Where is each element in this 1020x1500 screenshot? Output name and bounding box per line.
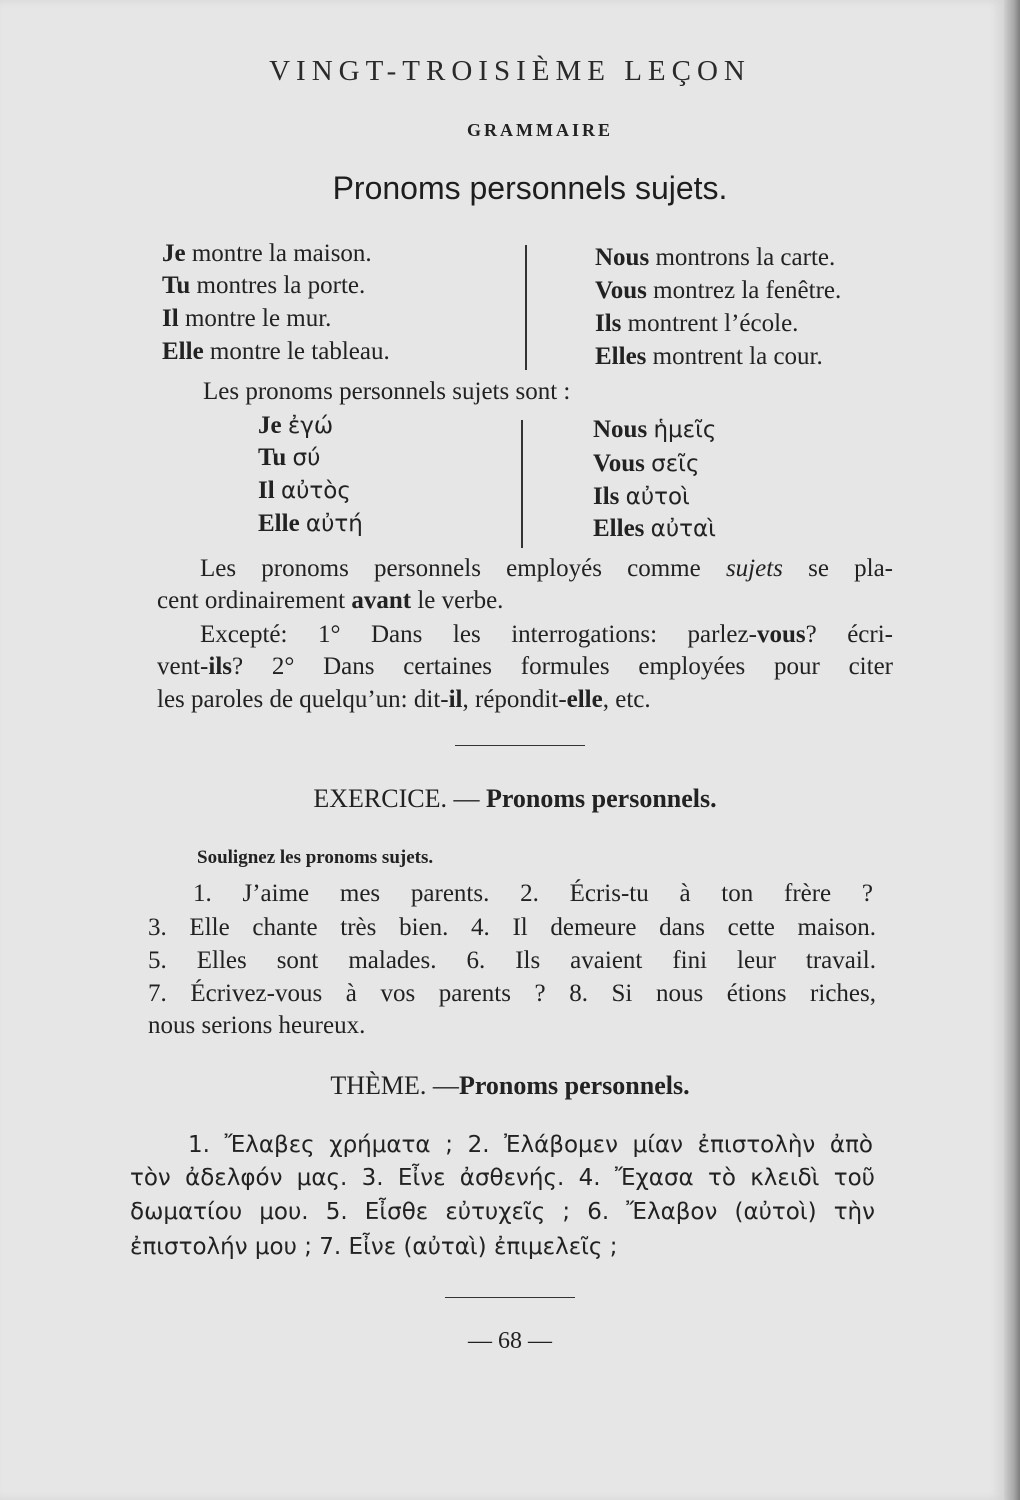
theme-line: δωματίου μου. 5. Εἶσθε εὐτυχεῖς ; 6. Ἔλαβον (αὐτοὶ) τὴν: [130, 1199, 875, 1225]
theme-line: 1. Ἔλαβες χρήματα ; 2. Ἐλάβομεν μίαν ἐπιστολὴν ἀπὸ: [188, 1132, 873, 1158]
theme-title: THÈME. —Pronoms personnels.: [330, 1071, 690, 1100]
pronoun-left: Elle αὐτή: [258, 510, 363, 537]
page-edge: [1004, 0, 1020, 1500]
example-right: Nous montrons la carte.: [595, 244, 836, 271]
example-left: Il montre le mur.: [162, 305, 332, 332]
pronouns-intro: Les pronoms personnels sujets sont :: [203, 378, 571, 405]
exercise-instruction: Soulignez les pronoms sujets.: [197, 847, 434, 868]
section-heading: Pronoms personnels sujets.: [332, 170, 728, 206]
pronoun-left: Je ἐγώ: [258, 412, 334, 439]
example-right: Elles montrent la cour.: [595, 343, 823, 370]
page-number: — 68 —: [468, 1328, 552, 1354]
exception-text-line: les paroles de quelqu’un: dit-il, répondit-elle, etc.: [157, 686, 651, 713]
example-left: Tu montres la porte.: [162, 272, 366, 299]
section-separator: [445, 1297, 575, 1298]
exercise-line: 1. J’aime mes parents. 2. Écris-tu à ton frère ?: [193, 880, 873, 907]
pronoun-right: Vous σεῖς: [593, 450, 700, 477]
section-separator: [455, 745, 585, 746]
pronoun-right: Elles αὐταὶ: [593, 515, 716, 542]
pronoun-right: Ils αὐτοὶ: [593, 483, 690, 510]
rule-text-line: Les pronoms personnels employés comme sujets se pla-: [200, 555, 893, 582]
exercise-line: 7. Écrivez-vous à vos parents ? 8. Si nous étions riches,: [148, 980, 876, 1007]
theme-line: τὸν ἀδελφόν μας. 3. Εἶνε ἀσθενής. 4. Ἔχασα τὸ κλειδὶ τοῦ: [130, 1165, 875, 1191]
exception-text-line: Excepté: 1° Dans les interrogations: parlez-vous? écri-: [200, 621, 893, 648]
pronoun-left: Tu σύ: [258, 444, 321, 471]
example-right: Vous montrez la fenêtre.: [595, 277, 842, 304]
rule-text-line: cent ordinairement avant le verbe.: [157, 587, 504, 614]
example-right: Ils montrent l’école.: [595, 310, 799, 337]
example-left: Je montre la maison.: [162, 240, 372, 267]
exercise-line: 5. Elles sont malades. 6. Ils avaient fini leur travail.: [148, 947, 876, 974]
exercise-title: EXERCICE. — Pronoms personnels.: [313, 784, 717, 813]
column-divider: [525, 245, 527, 370]
section-label: GRAMMAIRE: [467, 120, 613, 140]
theme-line: ἐπιστολήν μου ; 7. Εἶνε (αὐταὶ) ἐπιμελεῖς ;: [130, 1234, 618, 1260]
exception-text-line: vent-ils? 2° Dans certaines formules employées pour citer: [157, 653, 893, 680]
exercise-line: nous serions heureux.: [148, 1012, 366, 1039]
example-left: Elle montre le tableau.: [162, 338, 390, 365]
pronoun-right: Nous ἡμεῖς: [593, 416, 717, 443]
column-divider: [521, 420, 523, 548]
exercise-line: 3. Elle chante très bien. 4. Il demeure dans cette maison.: [148, 914, 876, 941]
lesson-title: VINGT-TROISIÈME LEÇON: [269, 55, 751, 87]
pronoun-left: Il αὐτὸς: [258, 477, 351, 504]
